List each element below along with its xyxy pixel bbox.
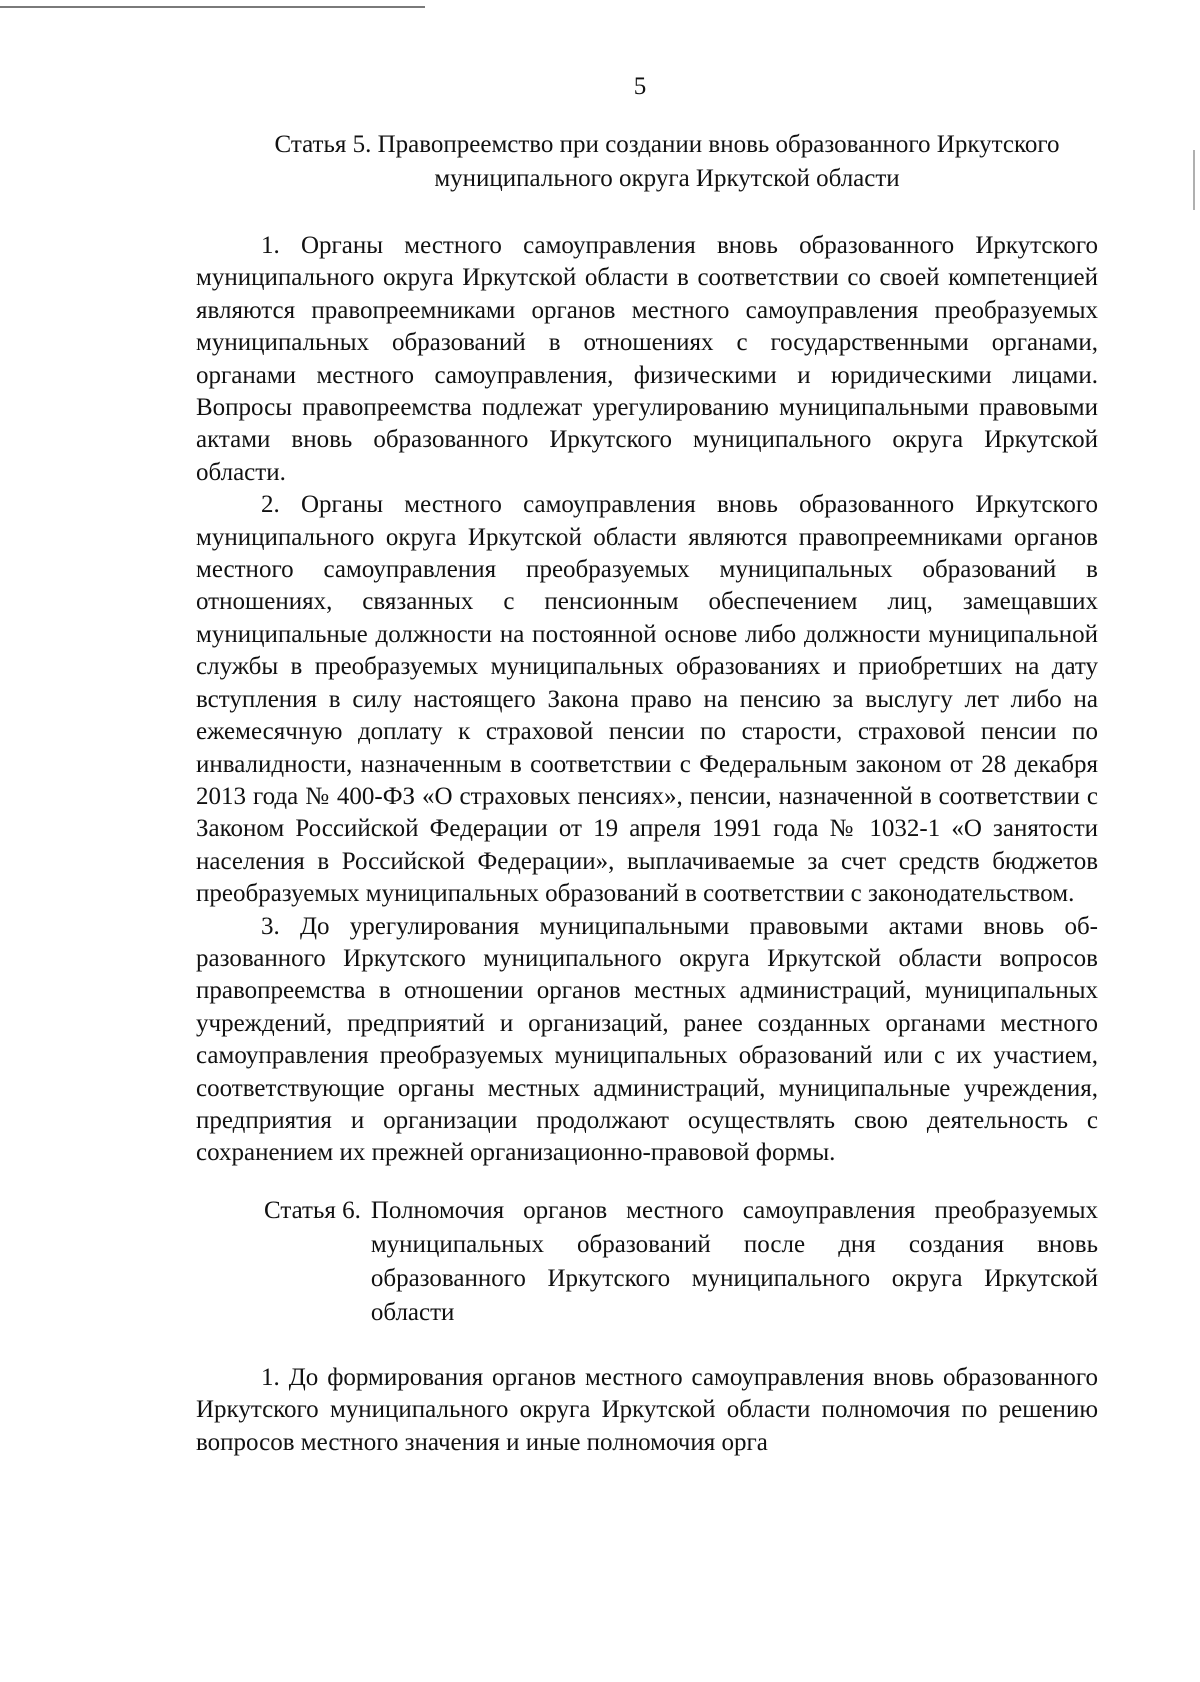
spacer	[196, 196, 1098, 230]
article-5-heading: Статья 5. Правопреемство при создании вновь образованного Иркутского муниципального округа Иркутской области	[274, 131, 1060, 192]
page-number: 5	[633, 73, 647, 100]
article-5-paragraph-3: 3. До урегулирования муниципальными правовыми актами вновь образованного Иркутского муниципального округа Иркутской области вопросов правопреемства в отношении органов местных администраций, муниципальных учреждений, предприятий и организаций, ранее созданных органами местного самоуправления преобразуемых муниципальных образований или с их участием, соответствующие органы местных администраций, муниципальные учреждения, предприятия и организации продолжают осуществлять свою деятельность с сохранением их прежней организационно-правовой формы.	[196, 912, 1098, 1167]
spacer	[196, 1330, 1098, 1362]
document-body	[196, 128, 1098, 1459]
article-5-paragraph-1: 1. Органы местного самоуправления вновь образованного Иркутского муниципального округа Иркутской области в соответствии со своей компетенцией являются правопреемниками органов местного самоуправления преобразуемых муниципальных образований в отношениях с государственными органами, органами местного самоуправления, физическими и юридическими лицами. Вопросы правопреемства подлежат урегулированию муниципальными правовыми актами вновь образованного Иркутского муниципального округа Иркутской области.	[196, 232, 1098, 486]
article-6-heading	[196, 1194, 1098, 1330]
article-6-heading-text: Полномочия органов местного самоуправления преобразуемых муниципальных образований после дня создания вновь образованного Иркутского муниципального округа Иркутской области	[370, 1196, 1098, 1326]
article-5-paragraph-2: 2. Органы местного самоуправления вновь образованного Иркутского муниципального округа Иркутской области являются правопреемниками органов местного самоуправления преобразуемых муниципальных образований в отношениях, связанных с пенсионным обеспечением лиц, замещавших муниципальные должности на постоянной основе либо должности муниципальной службы в преобразуемых муниципальных образованиях и приобретших на дату вступления в силу настоящего Закона право на пенсию за выслугу лет либо на ежемесячную доплату к страховой пенсии по старости, страховой пенсии по инвалидности, назначенным в соответствии с Федеральным законом от 28 декабря 2013 года № 400-ФЗ «О страховых пенсиях», пенсии, назначенной в соответствии с Законом Российской Федерации от 19 апреля 1991 года № 1032-1 «О занятости населения в Российской Федерации», выплачиваемые за счет средств бюджетов преобразуемых муниципальных образований в соответствии с законодательством.	[196, 491, 1098, 908]
scan-edge-mark	[1193, 150, 1195, 210]
scan-edge-line	[0, 6, 425, 8]
article-6-paragraph-1: 1. До формирования органов местного самоуправления вновь образованного Иркутского муниципального округа Иркутской области полномочия по решению вопросов местного значения и иные полномочия орга	[196, 1363, 1098, 1456]
article-6-heading-label: Статья 6.	[264, 1196, 361, 1224]
spacer	[196, 1170, 1098, 1194]
